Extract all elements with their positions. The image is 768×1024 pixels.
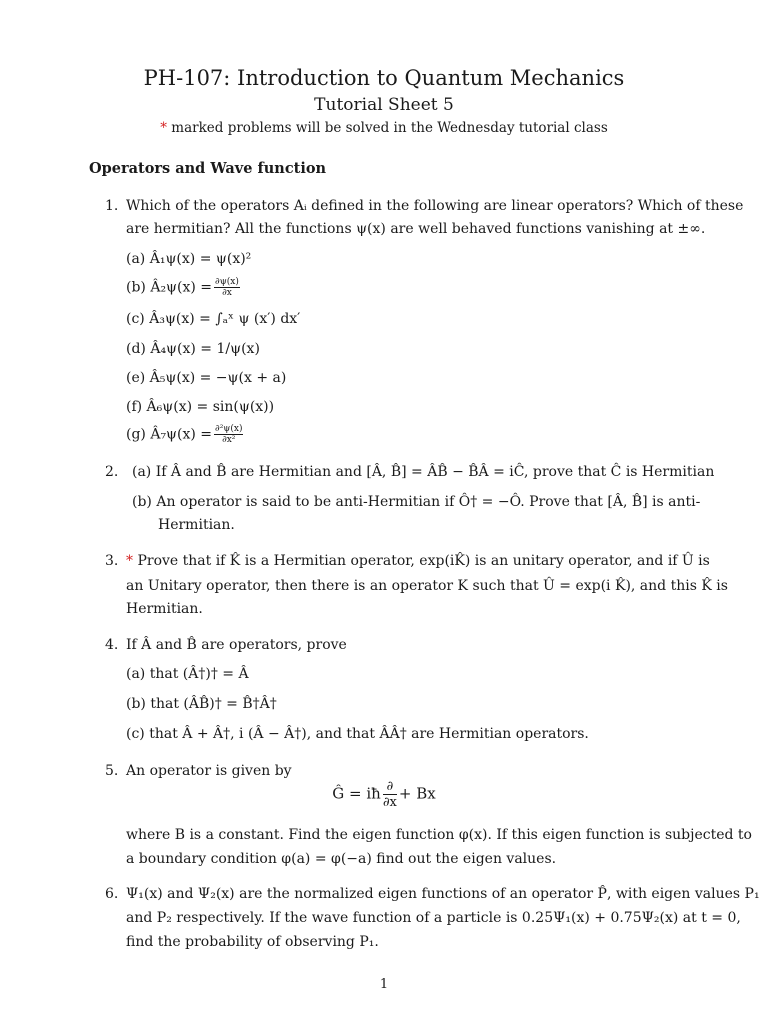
problem-5-line-3: a boundary condition φ(a) = φ(−a) find out the eigen values. <box>126 851 557 867</box>
operator-equation <box>0 779 768 810</box>
problem-1-part-g <box>126 424 245 445</box>
problem-4-number: 4. <box>105 637 119 653</box>
problem-3-number: 3. <box>105 553 119 569</box>
denominator: ∂x <box>382 795 397 810</box>
equation-right: + Bx <box>398 784 436 803</box>
page-number: 1 <box>379 977 389 992</box>
star-marker: * <box>160 120 167 136</box>
denominator: ∂x² <box>222 435 236 445</box>
numerator: ∂ψ(x) <box>215 277 239 287</box>
problem-2-number: 2. <box>105 464 119 480</box>
problem-4-line-1: If Â and B̂ are operators, prove <box>126 637 347 653</box>
problem-1-part-d: (d) Â₄ψ(x) = 1/ψ(x) <box>126 341 260 357</box>
problem-2-part-a: (a) If Â and B̂ are Hermitian and [Â, B̂] = ÂB̂ − B̂Â = iĈ, prove that Ĉ is Hermitian <box>132 464 715 480</box>
problem-6-line-3: find the probability of observing P₁. <box>126 934 379 950</box>
derivative-fraction <box>383 779 397 810</box>
equation-left: Ĝ = iħ <box>332 784 381 803</box>
problem-1-part-b <box>126 277 242 298</box>
problem-3-text: Prove that if K̂ is a Hermitian operator, exp(iK̂) is an unitary operator, and if Û is <box>133 553 710 569</box>
problem-5-line-2: where B is a constant. Find the eigen function φ(x). If this eigen function is subjected to <box>126 827 752 843</box>
problem-1-part-e: (e) Â₅ψ(x) = −ψ(x + a) <box>126 370 287 386</box>
problem-1-part-f: (f) Â₆ψ(x) = sin(ψ(x)) <box>126 399 275 415</box>
numerator: ∂ <box>383 779 397 795</box>
part-g-text: (g) Â₇ψ(x) = <box>126 426 213 443</box>
problem-1-number: 1. <box>105 198 119 214</box>
tutorial-note <box>0 120 768 136</box>
problem-1-line-2: are hermitian? All the functions ψ(x) are well behaved functions vanishing at ±∞. <box>126 221 706 237</box>
section-title: Operators and Wave function <box>89 160 327 177</box>
page-subtitle: Tutorial Sheet 5 <box>314 95 454 115</box>
problem-4-part-a: (a) that (Â†)† = Â <box>126 666 249 682</box>
problem-4-part-b: (b) that (ÂB̂)† = B̂†Â† <box>126 696 277 712</box>
page-title: PH-107: Introduction to Quantum Mechanics <box>143 66 625 90</box>
problem-1-line-1: Which of the operators Aᵢ defined in the following are linear operators? Which of these <box>126 198 744 214</box>
problem-5-number: 5. <box>105 763 119 779</box>
part-b-text: (b) Â₂ψ(x) = <box>126 279 213 296</box>
fraction <box>214 424 243 445</box>
problem-1-part-a: (a) Â₁ψ(x) = ψ(x)² <box>126 251 252 267</box>
note-text: marked problems will be solved in the Wednesday tutorial class <box>167 120 608 136</box>
problem-2-part-b-line-1: (b) An operator is said to be anti-Hermitian if Ô† = −Ô. Prove that [Â, B̂] is anti- <box>132 494 701 510</box>
fraction <box>214 277 240 298</box>
numerator: ∂²ψ(x) <box>215 424 243 434</box>
problem-2-part-b-line-2: Hermitian. <box>158 517 235 533</box>
denominator: ∂x <box>222 288 232 298</box>
problem-3-line-3: Hermitian. <box>126 601 203 617</box>
star-marker: * <box>126 553 133 569</box>
problem-6-line-1: Ψ₁(x) and Ψ₂(x) are the normalized eigen functions of an operator P̂, with eigen values P₁ <box>126 886 760 902</box>
problem-3-line-1 <box>126 553 710 569</box>
problem-6-line-2: and P₂ respectively. If the wave function of a particle is 0.25Ψ₁(x) + 0.75Ψ₂(x) at t = 0, <box>126 910 741 926</box>
problem-5-line-1: An operator is given by <box>126 763 292 779</box>
problem-6-number: 6. <box>105 886 119 902</box>
problem-3-line-2: an Unitary operator, then there is an operator K such that Û = exp(i K̂), and this K̂ is <box>126 578 728 594</box>
problem-1-part-c: (c) Â₃ψ(x) = ∫ₐˣ ψ (x′) dx′ <box>126 311 301 327</box>
problem-4-part-c: (c) that Â + Â†, i (Â − Â†), and that ÂÂ† are Hermitian operators. <box>126 726 589 742</box>
